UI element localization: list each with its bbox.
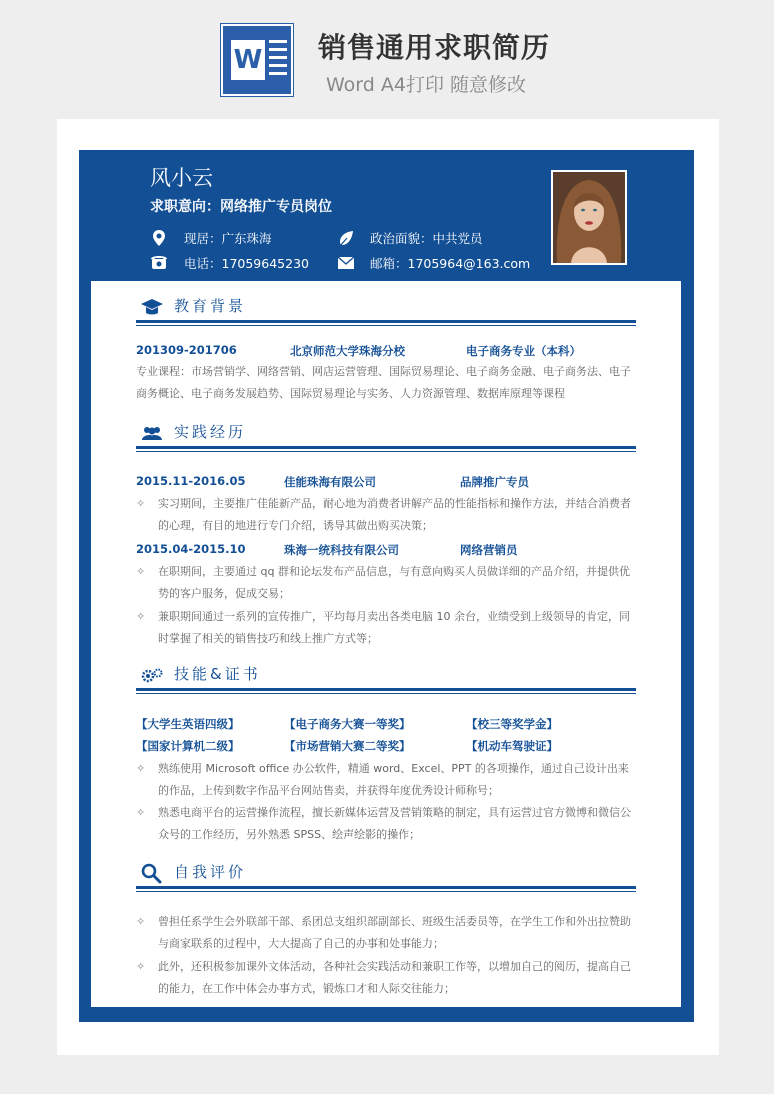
- diamond-bullet-icon: ✧: [136, 762, 146, 775]
- edu-period: 201309-201706: [136, 343, 237, 357]
- section-education: [136, 292, 636, 326]
- team-icon: [140, 422, 164, 444]
- section-title: 自我评价: [174, 863, 247, 881]
- job-position: 品牌推广专员: [460, 475, 529, 489]
- diamond-bullet-icon: ✧: [136, 915, 146, 928]
- diamond-bullet-icon: ✧: [136, 610, 146, 623]
- section-self-eval: [136, 858, 636, 892]
- banner-title: 销售通用求职简历: [318, 31, 551, 64]
- search-icon: [140, 862, 164, 884]
- section-title: 教育背景: [174, 297, 247, 315]
- diamond-bullet-icon: ✧: [136, 806, 146, 819]
- edu-school: 北京师范大学珠海分校: [290, 344, 405, 358]
- banner-subtitle: Word A4打印 随意修改: [326, 74, 527, 96]
- diamond-bullet-icon: ✧: [136, 565, 146, 578]
- profile-photo: [551, 170, 627, 265]
- word-letter: W: [231, 40, 265, 80]
- section-skills: [136, 660, 636, 694]
- cert-badge: 【国家计算机二级】: [136, 739, 240, 753]
- banner: [0, 0, 774, 110]
- job-period: 2015.04-2015.10: [136, 542, 246, 556]
- cert-badge: 【校三等奖学金】: [466, 717, 558, 731]
- email-text: 邮箱：1705964@163.com: [370, 256, 531, 271]
- word-app-icon: [221, 24, 293, 96]
- gears-icon: [140, 664, 164, 686]
- job-company: 佳能珠海有限公司: [284, 475, 376, 489]
- diamond-bullet-icon: ✧: [136, 497, 146, 510]
- leaf-icon: [337, 230, 355, 248]
- diamond-bullet-icon: ✧: [136, 960, 146, 973]
- location-text: 现居：广东珠海: [184, 231, 272, 246]
- graduation-cap-icon: [140, 296, 164, 318]
- phone-icon: [150, 253, 168, 271]
- cert-badge: 【机动车驾驶证】: [466, 739, 558, 753]
- candidate-name: 风小云: [150, 166, 213, 190]
- cert-badge: 【市场营销大赛二等奖】: [284, 739, 411, 753]
- job-company: 珠海一统科技有限公司: [284, 543, 399, 557]
- envelope-icon: [337, 254, 355, 272]
- cert-badge: 【大学生英语四级】: [136, 717, 240, 731]
- cert-badge: 【电子商务大赛一等奖】: [284, 717, 411, 731]
- job-position: 网络营销员: [460, 543, 518, 557]
- section-title: 实践经历: [174, 423, 247, 441]
- section-experience: [136, 418, 636, 452]
- phone-text: 电话：17059645230: [184, 256, 309, 271]
- job-period: 2015.11-2016.05: [136, 474, 246, 488]
- location-pin-icon: [150, 229, 168, 247]
- politics-text: 政治面貌：中共党员: [370, 231, 483, 246]
- edu-major: 电子商务专业（本科）: [466, 344, 581, 358]
- edu-courses: 专业课程：市场营销学、网络营销、网店运营管理、国际贸易理论、电子商务金融、电子商务法、电子商务概论、电子商务发展趋势、国际贸易理论与实务、人力资源管理、数据库原理等课程: [136, 365, 631, 400]
- job-intent: 求职意向：网络推广专员岗位: [150, 199, 332, 215]
- section-title: 技能&证书: [174, 665, 261, 683]
